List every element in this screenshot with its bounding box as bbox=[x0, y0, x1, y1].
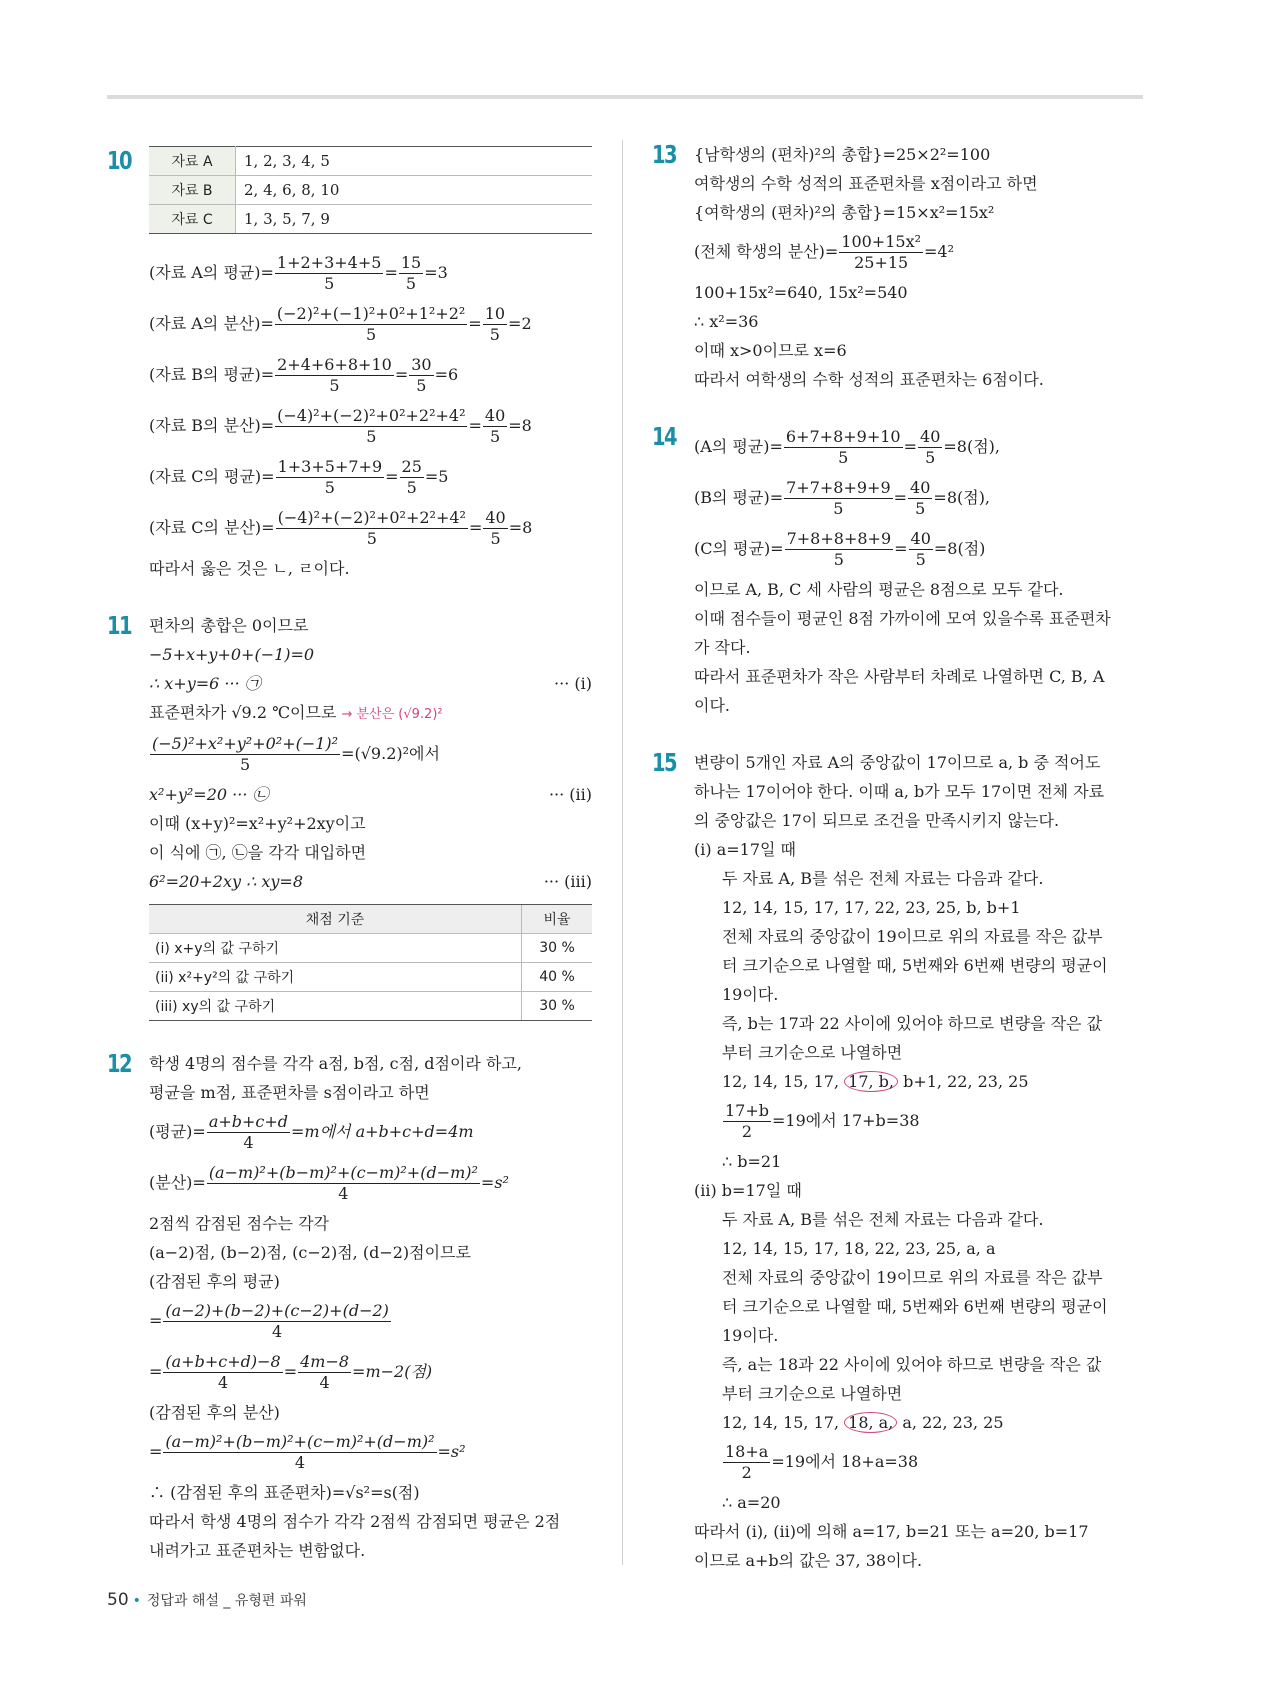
case-2 bbox=[694, 1205, 1142, 1517]
left-column bbox=[107, 140, 592, 1565]
header-rule bbox=[107, 95, 1143, 99]
text-line: 표준편차가 √9.2 ℃이므로 → 분산은 (√9.2)² bbox=[149, 703, 443, 722]
text-line: 터 크기순으로 나열할 때, 5번째와 6번째 변량의 평균이 bbox=[722, 956, 1108, 975]
text-line: x²+y²=20 ··· ㉡ ··· (ii) bbox=[149, 785, 592, 804]
text-line: 따라서 학생 4명의 점수가 각각 2점씩 감점되면 평균은 2점 bbox=[149, 1512, 561, 1531]
text-line: 이다. bbox=[694, 696, 730, 715]
table-row: (ii) x²+y²의 값 구하기 40 % bbox=[149, 963, 592, 992]
equation-c-mean: (자료 C의 평균)= $\frac{1+3+5+7+9}{5}$ = $\frac{25}{5}$ =5 bbox=[149, 457, 449, 497]
text-line: 이때 x>0이므로 x=6 bbox=[694, 341, 847, 360]
ordered-data: 12, 14, 15, 17, 18, a, a, 22, 23, 25 bbox=[722, 1413, 1004, 1432]
problem-number: 13 bbox=[652, 140, 677, 169]
text-line: 19이다. bbox=[722, 1326, 779, 1345]
text-line: 2점씩 감점된 점수는 각각 bbox=[149, 1214, 329, 1233]
equation: $\frac{18+a}{2}$ =19에서 18+a=38 bbox=[725, 1442, 919, 1482]
ordered-data: 12, 14, 15, 17, 17, b, b+1, 22, 23, 25 bbox=[722, 1072, 1029, 1091]
case-1 bbox=[694, 864, 1142, 1176]
text-line: ∴ x²=36 bbox=[694, 312, 759, 331]
equation: (평균)= $\frac{a+b+c+d}{4}$ =m에서 a+b+c+d=4m bbox=[149, 1112, 474, 1152]
text-line: 12, 14, 15, 17, 18, 22, 23, 25, a, a bbox=[722, 1239, 996, 1258]
equation: (B의 평균)= $\frac{7+7+8+9+9}{5}$ = $\frac{40}{5}$ =8(점), bbox=[694, 478, 991, 518]
right-column bbox=[652, 140, 1142, 1575]
text-line: 6²=20+2xy ∴ xy=8 ··· (iii) bbox=[149, 872, 592, 891]
text-line: 의 중앙값은 17이 되므로 조건을 만족시키지 않는다. bbox=[694, 811, 1060, 830]
equation: (C의 평균)= $\frac{7+8+8+8+9}{5}$ = $\frac{40}{5}$ =8(점) bbox=[694, 529, 986, 569]
page-footer bbox=[107, 1590, 307, 1610]
text-line: 터 크기순으로 나열할 때, 5번째와 6번째 변량의 평균이 bbox=[722, 1297, 1108, 1316]
table-row bbox=[149, 205, 592, 234]
conclusion: 따라서 옳은 것은 ㄴ, ㄹ이다. bbox=[149, 559, 350, 578]
equation-b-mean: (자료 B의 평균)= $\frac{2+4+6+8+10}{5}$ = $\frac{30}{5}$ =6 bbox=[149, 355, 459, 395]
bullet-icon: • bbox=[132, 1593, 141, 1609]
row-label: 자료 B bbox=[149, 176, 236, 205]
problem-number: 11 bbox=[107, 611, 132, 640]
text-line: 19이다. bbox=[722, 985, 779, 1004]
table-row bbox=[149, 147, 592, 176]
text-line: (a−2)점, (b−2)점, (c−2)점, (d−2)점이므로 bbox=[149, 1243, 471, 1262]
equation: = $\frac{(a+b+c+d)-8}{4}$ = $\frac{4m-8}{4}$ =m−2(점) bbox=[149, 1352, 433, 1392]
problem-number: 12 bbox=[107, 1049, 132, 1078]
text-line: 즉, b는 17과 22 사이에 있어야 하므로 변량을 작은 값 bbox=[722, 1014, 1103, 1033]
header-cell: 채점 기준 bbox=[149, 905, 522, 934]
text-line: ∴ b=21 bbox=[722, 1152, 782, 1171]
text-line: 변량이 5개인 자료 A의 중앙값이 17이므로 a, b 중 적어도 bbox=[694, 753, 1101, 772]
problem-number: 14 bbox=[652, 422, 677, 451]
text-line: 편차의 총합은 0이므로 bbox=[149, 616, 309, 635]
text-line: 이므로 A, B, C 세 사람의 평균은 8점으로 모두 같다. bbox=[694, 580, 1064, 599]
text-line: 따라서 표준편차가 작은 사람부터 차례로 나열하면 C, B, A bbox=[694, 667, 1105, 686]
problem-12 bbox=[107, 1049, 592, 1565]
data-table bbox=[149, 146, 592, 234]
row-label: 자료 C bbox=[149, 205, 236, 234]
text-line: 전체 자료의 중앙값이 19이므로 위의 자료를 작은 값부 bbox=[722, 1268, 1103, 1287]
equation: $\frac{17+b}{2}$ =19에서 17+b=38 bbox=[725, 1101, 920, 1141]
problem-10 bbox=[107, 146, 592, 583]
text-line: {남학생의 (편차)²의 총합}=25×2²=100 bbox=[694, 145, 991, 164]
case-heading: (i) a=17일 때 bbox=[694, 840, 796, 859]
text-line: 평균을 m점, 표준편차를 s점이라고 하면 bbox=[149, 1083, 430, 1102]
text-line: 12, 14, 15, 17, 17, 22, 23, 25, b, b+1 bbox=[722, 898, 1021, 917]
table-row: (iii) xy의 값 구하기 30 % bbox=[149, 992, 592, 1021]
text-line: 학생 4명의 점수를 각각 a점, b점, c점, d점이라 하고, bbox=[149, 1054, 522, 1073]
text-line: ∴ (감점된 후의 표준편차)=√s²=s(점) bbox=[149, 1483, 420, 1502]
problem-11 bbox=[107, 611, 592, 1021]
equation-a-mean: (자료 A의 평균)= $\frac{1+2+3+4+5}{5}$ = $\frac{15}{5}$ =3 bbox=[149, 253, 448, 293]
problem-number: 15 bbox=[652, 748, 677, 777]
equation: (전체 학생의 분산)= $\frac{\text{100+15x²}}{25+15}$ =4² bbox=[694, 232, 955, 272]
text-line: 이때 (x+y)²=x²+y²+2xy이고 bbox=[149, 814, 366, 833]
case-heading: (ii) b=17일 때 bbox=[694, 1181, 802, 1200]
equation: = $\frac{(a-2)+(b-2)+(c-2)+(d-2)}{4}$ bbox=[149, 1301, 389, 1341]
text-line: 두 자료 A, B를 섞은 전체 자료는 다음과 같다. bbox=[722, 1210, 1044, 1229]
text-line: 따라서 여학생의 수학 성적의 표준편차는 6점이다. bbox=[694, 370, 1044, 389]
equation-b-var: (자료 B의 분산)= $\frac{\text{(−4)²+(−2)²+0²+2²+4²}}{5}$ = $\frac{40}{5}$ =8 bbox=[149, 406, 532, 446]
text-line: ∴ a=20 bbox=[722, 1493, 781, 1512]
text-line: 따라서 (i), (ii)에 의해 a=17, b=21 또는 a=20, b=17 bbox=[694, 1522, 1089, 1541]
text-line: {여학생의 (편차)²의 총합}=15×x²=15x² bbox=[694, 203, 995, 222]
text-line: 즉, a는 18과 22 사이에 있어야 하므로 변량을 작은 값 bbox=[722, 1355, 1102, 1374]
side-note: → 분산은 (√9.2)² bbox=[341, 707, 443, 722]
text-line: 전체 자료의 중앙값이 19이므로 위의 자료를 작은 값부 bbox=[722, 927, 1103, 946]
text-line: 이므로 a+b의 값은 37, 38이다. bbox=[694, 1551, 923, 1570]
text-line: 여학생의 수학 성적의 표준편차를 x점이라고 하면 bbox=[694, 174, 1038, 193]
text-line: 가 작다. bbox=[694, 638, 751, 657]
row-values: 2, 4, 6, 8, 10 bbox=[236, 176, 593, 205]
column-divider bbox=[622, 140, 623, 1565]
text-line: 부터 크기순으로 나열하면 bbox=[722, 1384, 903, 1403]
row-label: 자료 A bbox=[149, 147, 236, 176]
problem-number: 10 bbox=[107, 146, 132, 175]
problem-13 bbox=[652, 140, 1142, 394]
equation: = $\frac{\text{(a−m)²+(b−m)²+(c−m)²+(d−m)²}}{4}$ =s² bbox=[149, 1432, 466, 1472]
equation: $\frac{\text{(−5)²+x²+y²+0²+(−1)²}}{5}$ =(√9.2)²에서 bbox=[152, 734, 440, 774]
text-line: 이때 점수들이 평균인 8점 가까이에 모여 있을수록 표준편차 bbox=[694, 609, 1111, 628]
highlight-circle: 17, b, bbox=[844, 1071, 898, 1092]
table-row bbox=[149, 176, 592, 205]
equation-c-var: (자료 C의 분산)= $\frac{\text{(−4)²+(−2)²+0²+2²+4²}}{5}$ = $\frac{40}{5}$ =8 bbox=[149, 508, 533, 548]
text-line: 내려가고 표준편차는 변함없다. bbox=[149, 1541, 366, 1560]
text-line: −5+x+y+0+(−1)=0 bbox=[149, 645, 315, 664]
header-cell: 비율 bbox=[522, 905, 593, 934]
problem-15 bbox=[652, 748, 1142, 1575]
text-line: 이 식에 ㉠, ㉡을 각각 대입하면 bbox=[149, 843, 367, 862]
scoring-table bbox=[149, 904, 592, 1021]
problem-14 bbox=[652, 422, 1142, 720]
text-line: 100+15x²=640, 15x²=540 bbox=[694, 283, 908, 302]
text-line: 부터 크기순으로 나열하면 bbox=[722, 1043, 903, 1062]
text-line: (감점된 후의 평균) bbox=[149, 1272, 280, 1291]
equation: (A의 평균)= $\frac{6+7+8+9+10}{5}$ = $\frac{40}{5}$ =8(점), bbox=[694, 427, 1000, 467]
table-row: (i) x+y의 값 구하기 30 % bbox=[149, 934, 592, 963]
equation: (분산)= $\frac{\text{(a−m)²+(b−m)²+(c−m)²+(d−m)²}}{4}$ =s² bbox=[149, 1163, 509, 1203]
equation-a-var: (자료 A의 분산)= $\frac{\text{(−2)²+(−1)²+0²+1²+2²}}{5}$ = $\frac{10}{5}$ =2 bbox=[149, 304, 532, 344]
footer-text: 정답과 해설 _ 유형편 파워 bbox=[146, 1593, 307, 1609]
page-number: 50 bbox=[107, 1590, 129, 1610]
text-line: (감점된 후의 분산) bbox=[149, 1403, 280, 1422]
text-line: 두 자료 A, B를 섞은 전체 자료는 다음과 같다. bbox=[722, 869, 1044, 888]
highlight-circle: 18, a, bbox=[844, 1412, 897, 1433]
row-values: 1, 2, 3, 4, 5 bbox=[236, 147, 593, 176]
text-line: ∴ x+y=6 ··· ㉠ ··· (i) bbox=[149, 674, 592, 693]
text-line: 하나는 17이어야 한다. 이때 a, b가 모두 17이면 전체 자료 bbox=[694, 782, 1105, 801]
row-values: 1, 3, 5, 7, 9 bbox=[236, 205, 593, 234]
